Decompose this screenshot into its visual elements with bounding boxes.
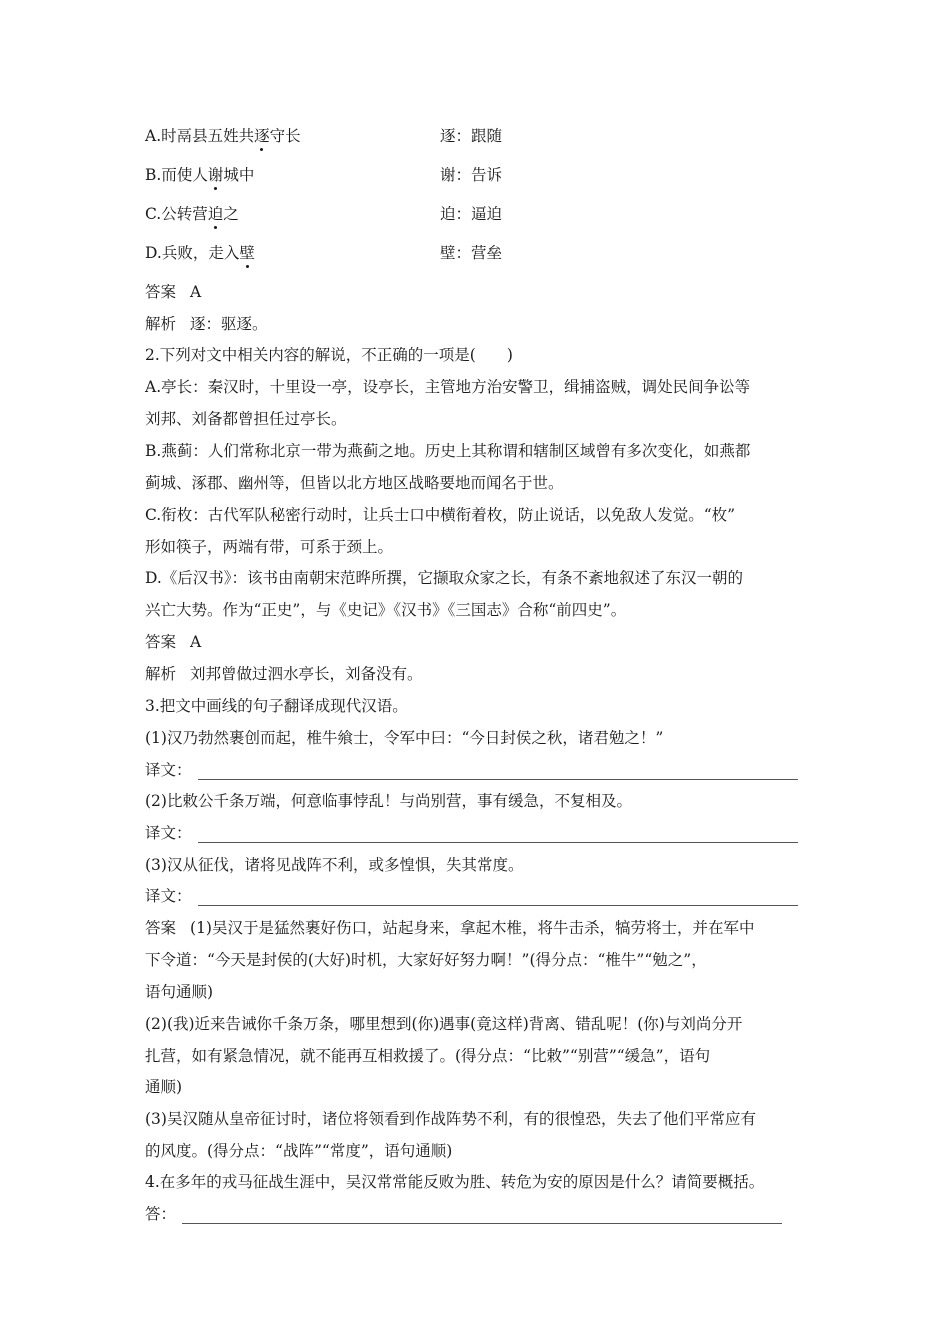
- q2-stem: 2.下列对文中相关内容的解说，不正确的一项是( ): [145, 346, 513, 364]
- q1-option-a-gloss: 逐：跟随: [440, 127, 503, 145]
- q1-option-d: D.兵败，走入壁: [145, 244, 255, 262]
- q2-answer: 答案 A: [145, 633, 202, 651]
- q3-answer-line: (2)(我)近来告诫你千条万条，哪里想到(你)遇事(竟这样)背离、错乱呢！(你)与刘尚分开: [145, 1015, 743, 1033]
- q3-answer-line: 的风度。(得分点：“战阵”“常度”，语句通顺): [145, 1142, 453, 1160]
- q3-fill-3: 译文：: [145, 886, 798, 906]
- q2-line: 蓟城、涿郡、幽州等，但皆以北方地区战略要地而闻名于世。: [145, 474, 564, 492]
- emphasis-dot-char: 壁: [239, 244, 255, 262]
- q3-answer-line: 通顺): [145, 1078, 183, 1096]
- answer-blank[interactable]: [198, 828, 798, 843]
- q1-option-d-gloss: 壁：营垒: [440, 244, 503, 262]
- q3-answer-line: 答案 (1)吴汉于是猛然裹好伤口，站起身来，拿起木椎，将牛击杀，犒劳将士，并在军中: [145, 919, 755, 937]
- q3-item-1: (1)汉乃勃然裹创而起，椎牛飨士，令军中曰：“今日封侯之秋，诸君勉之！”: [145, 729, 664, 747]
- q3-answer-line: (3)吴汉随从皇帝征讨时，诸位将领看到作战阵势不利，有的很惶恐，失去了他们平常应有: [145, 1110, 756, 1128]
- q1-option-c-gloss: 迫：逼迫: [440, 205, 503, 223]
- q3-item-3: (3)汉从征伐，诸将见战阵不利，或多惶惧，失其常度。: [145, 856, 524, 874]
- q1-analysis: 解析 逐：驱逐。: [145, 315, 268, 333]
- q4-stem: 4.在多年的戎马征战生涯中，吴汉常常能反败为胜、转危为安的原因是什么？请简要概括。: [145, 1173, 765, 1191]
- q2-line: 刘邦、刘备都曾担任过亭长。: [145, 410, 347, 428]
- answer-blank[interactable]: [182, 1209, 782, 1224]
- q2-line: A.亭长：秦汉时，十里设一亭，设亭长，主管地方治安警卫，缉捕盗贼，调处民间争讼等: [145, 378, 751, 396]
- q3-answer-line: 下令道：“今天是封侯的(大好)时机，大家好好努力啊！”(得分点：“椎牛”“勉之”，: [145, 951, 707, 969]
- q1-option-b-gloss: 谢：告诉: [440, 166, 503, 184]
- answer-blank[interactable]: [198, 891, 798, 906]
- q2-line: B.燕蓟：人们常称北京一带为燕蓟之地。历史上其称谓和辖制区域曾有多次变化，如燕都: [145, 442, 751, 460]
- emphasis-dot-char: 谢: [207, 166, 224, 184]
- q2-line: 兴亡大势。作为“正史”，与《史记》《汉书》《三国志》合称“前四史”。: [145, 601, 627, 619]
- answer-blank[interactable]: [198, 765, 798, 780]
- q3-answer-line: 语句通顺): [145, 983, 214, 1001]
- q1-option-a: A.时鬲县五姓共逐守长: [145, 127, 301, 145]
- q2-line: D.《后汉书》：该书由南朝宋范晔所撰，它撷取众家之长，有条不紊地叙述了东汉一朝的: [145, 569, 744, 587]
- q2-analysis: 解析 刘邦曾做过泗水亭长，刘备没有。: [145, 665, 423, 683]
- q1-answer: 答案 A: [145, 283, 202, 301]
- q1-option-c: C.公转营迫之: [145, 205, 239, 223]
- q3-stem: 3.把文中画线的句子翻译成现代汉语。: [145, 697, 408, 715]
- q3-answer-line: 扎营，如有紧急情况，就不能再互相救援了。(得分点：“比敕”“别营”“缓急”，语句: [145, 1047, 711, 1065]
- emphasis-dot-char: 迫: [207, 205, 224, 223]
- emphasis-dot-char: 逐: [254, 127, 270, 145]
- q3-fill-2: 译文：: [145, 823, 798, 843]
- q2-line: 形如筷子，两端有带，可系于颈上。: [145, 538, 394, 556]
- q3-item-2: (2)比敕公千条万端，何意临事悖乱！与尚别营，事有缓急，不复相及。: [145, 792, 632, 810]
- q2-line: C.衔枚：古代军队秘密行动时，让兵士口中横衔着枚，防止说话，以免敌人发觉。“枚”: [145, 506, 736, 524]
- q3-fill-1: 译文：: [145, 760, 798, 780]
- q1-option-b: B.而使人谢城中: [145, 166, 255, 184]
- q4-fill: 答：: [145, 1204, 782, 1224]
